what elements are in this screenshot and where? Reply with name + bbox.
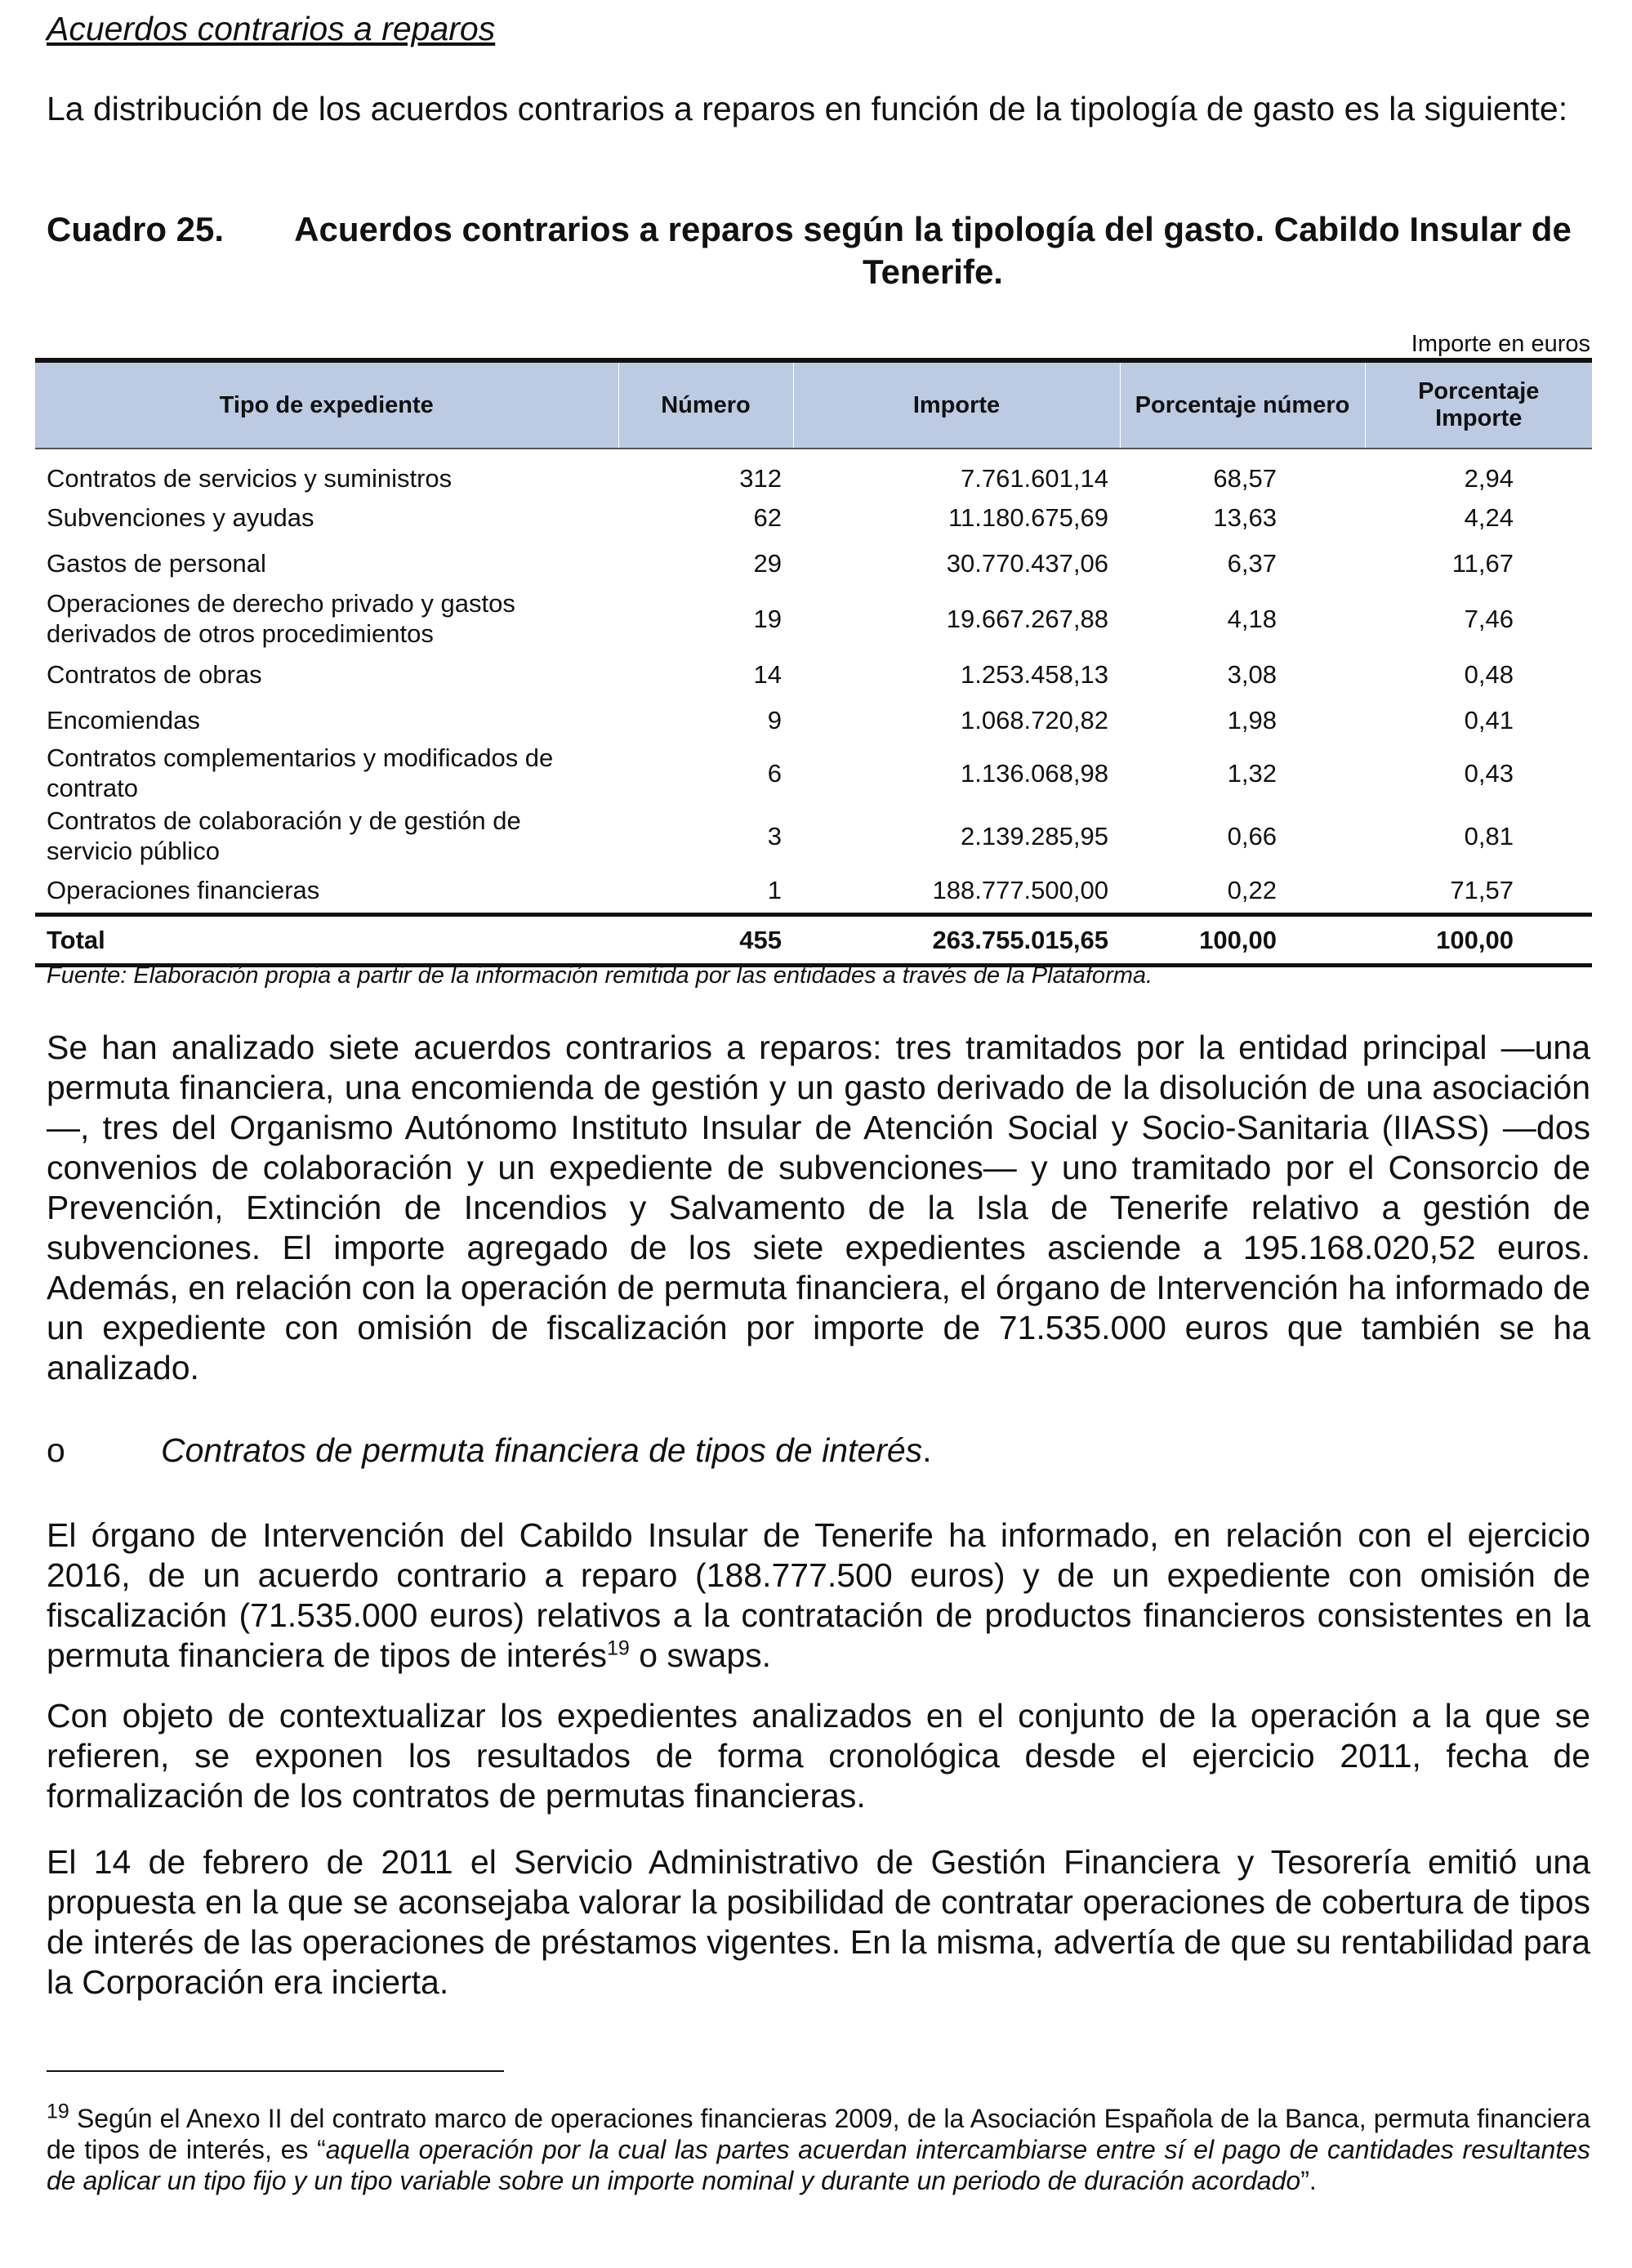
cell-importe: 188.777.500,00 [932,876,1108,905]
cell-importe: 30.770.437,06 [946,548,1108,578]
table-total-row [35,914,1592,965]
body-paragraph-2 [47,1516,1590,1676]
cell-pct-numero: 13,63 [1213,502,1277,532]
footnote-end: ”. [1300,2166,1317,2195]
footnote-reference[interactable]: 19 [607,1636,630,1660]
cell-tipo: Operaciones de derecho privado y gastos derivados de otros procedimientos [47,589,515,648]
cell-numero: 3 [767,821,782,850]
cell-pct-importe: 4,24 [1464,502,1514,532]
cell-pct-importe: 11,67 [1451,548,1514,578]
cell-tipo: Contratos de servicios y suministros [47,464,453,493]
cell-importe: 11.180.675,69 [948,502,1108,532]
expense-type-table [35,358,1592,967]
cell-pct-numero: 0,66 [1227,821,1277,850]
cell-total-importe: 263.755.015,65 [793,914,1120,965]
header-numero: Número [618,360,793,449]
paragraph-2-end: o swaps. [629,1636,772,1674]
cell-pct-numero: 68,57 [1213,464,1277,493]
bullet-text: Contratos de permuta financiera de tipos de interés [161,1431,923,1469]
cell-numero: 62 [753,502,782,532]
cell-total-pct-numero: 100,00 [1120,914,1365,965]
table-header-row [35,360,1592,449]
paragraph-2-text: El órgano de Intervención del Cabildo Insular de Tenerife ha informado, en relación con el ejercicio 2016, de un acuerdo contrario a reparo (188.777.500 euros) y de un expediente con omisión de fiscalización (71.535.000 euros) relativos a la contratación de productos financieros consistentes en la permuta financiera de tipos de interés [47,1516,1590,1674]
body-paragraph-3: Con objeto de contextualizar los expedientes analizados en el conjunto de la operación a la que se refieren, se exponen los resultados de forma cronológica desde el ejercicio 2011, fecha de formalización de los contratos de permutas financieras. [47,1697,1590,1815]
cell-pct-importe: 0,81 [1464,821,1514,850]
intro-paragraph: La distribución de los acuerdos contrarios a reparos en función de la tipología de gasto es la siguiente: [47,90,1568,127]
cell-pct-numero: 6,37 [1227,548,1277,578]
header-importe: Importe [793,360,1120,449]
header-tipo: Tipo de expediente [35,360,618,449]
footnote-quote: aquella operación por la cual las partes acuerdan intercambiarse entre sí el pago de cantidades resultantes de aplicar un tipo fijo y un tipo variable sobre un importe nominal y durante un periodo de duración acordado [47,2135,1590,2195]
table-row [35,586,1592,651]
cell-numero: 29 [753,548,782,578]
cell-importe: 2.139.285,95 [960,821,1108,850]
cell-numero: 312 [739,464,782,493]
cell-pct-importe: 0,43 [1464,758,1514,788]
table-row [35,803,1592,868]
section-title: Acuerdos contrarios a reparos [47,10,496,47]
cell-pct-numero: 3,08 [1227,659,1277,689]
cell-tipo: Gastos de personal [47,548,266,578]
cell-numero: 9 [767,705,782,734]
table-row [35,540,1592,586]
footnote-separator [47,2070,504,2072]
bullet-end: . [922,1431,932,1469]
table-row [35,651,1592,697]
bullet-mark: o [47,1431,65,1469]
cell-numero: 1 [767,876,782,905]
body-paragraph-1: Se han analizado siete acuerdos contrarios a reparos: tres tramitados por la entidad principal —una permuta financiera, una encomienda de gestión y un gasto derivado de la disolución de una asociación—, tres del Organismo Autónomo Instituto Insular de Atención Social y Socio-Sanitaria (IIASS) —dos convenios de colaboración y un expediente de subvenciones— y uno tramitado por el Consorcio de Prevención, Extinción de Incendios y Salvamento de la Isla de Tenerife relativo a gestión de subvenciones. El importe agregado de los siete expedientes asciende a 195.168.020,52 euros. Además, en relación con la operación de permuta financiera, el órgano de Intervención ha informado de un expediente con omisión de fiscalización por importe de 71.535.000 euros que también se ha analizado. [47,1029,1590,1386]
cell-tipo: Contratos de colaboración y de gestión de servicio público [47,806,521,865]
header-pct-importe: Porcentaje Importe [1365,360,1592,449]
table-row [35,697,1592,743]
footnote-text: Según el Anexo II del contrato marco de operaciones financieras 2009, de la Asociación Española de la Banca, permuta financiera de tipos de interés, es “ [47,2104,1590,2164]
table-caption [47,208,1590,293]
footnote [47,2100,1590,2196]
cell-tipo: Encomiendas [47,705,200,734]
cell-total-pct-importe: 100,00 [1365,914,1592,965]
cell-pct-numero: 0,22 [1227,876,1277,905]
cell-importe: 1.068.720,82 [960,705,1108,734]
table-row [35,494,1592,540]
cell-tipo: Operaciones financieras [47,876,320,905]
cell-pct-importe: 0,48 [1464,659,1514,689]
bullet-heading [47,1431,932,1470]
cell-total-numero: 455 [618,914,793,965]
cell-pct-importe: 7,46 [1464,604,1514,633]
table-caption-number: Cuadro 25. [47,210,225,248]
table-caption-title: Acuerdos contrarios a reparos según la tipología del gasto. Cabildo Insular de Tenerife. [294,210,1572,291]
cell-pct-importe: 2,94 [1464,464,1514,493]
cell-pct-numero: 4,18 [1227,604,1277,633]
cell-importe: 19.667.267,88 [946,604,1108,633]
cell-tipo: Contratos complementarios y modificados de contrato [47,743,554,802]
cell-importe: 1.136.068,98 [960,758,1108,788]
cell-total-label: Total [35,914,618,965]
body-paragraph-4: El 14 de febrero de 2011 el Servicio Administrativo de Gestión Financiera y Tesorería emitió una propuesta en la que se aconsejaba valorar la posibilidad de contratar operaciones de cobertura de tipos de interés de las operaciones de préstamos vigentes. En la misma, advertía de que su rentabilidad para la Corporación era incierta. [47,1843,1590,2001]
cell-tipo: Contratos de obras [47,659,262,689]
cell-numero: 19 [753,604,782,633]
cell-importe: 7.761.601,14 [960,464,1108,493]
footnote-number: 19 [47,2100,69,2123]
header-pct-numero: Porcentaje número [1120,360,1365,449]
table-row [35,449,1592,494]
cell-pct-importe: 71,57 [1450,876,1514,905]
cell-importe: 1.253.458,13 [960,659,1108,689]
table-unit-note: Importe en euros [1411,331,1590,357]
cell-numero: 14 [753,659,782,689]
table-row [35,868,1592,914]
cell-pct-numero: 1,32 [1227,758,1277,788]
cell-pct-numero: 1,98 [1227,705,1277,734]
table-source-note: Fuente: Elaboración propia a partir de la información remitida por las entidades a través de la Plataforma. [47,962,1153,989]
cell-tipo: Subvenciones y ayudas [47,502,314,532]
table-row [35,743,1592,803]
cell-numero: 6 [767,758,782,788]
cell-pct-importe: 0,41 [1464,705,1514,734]
